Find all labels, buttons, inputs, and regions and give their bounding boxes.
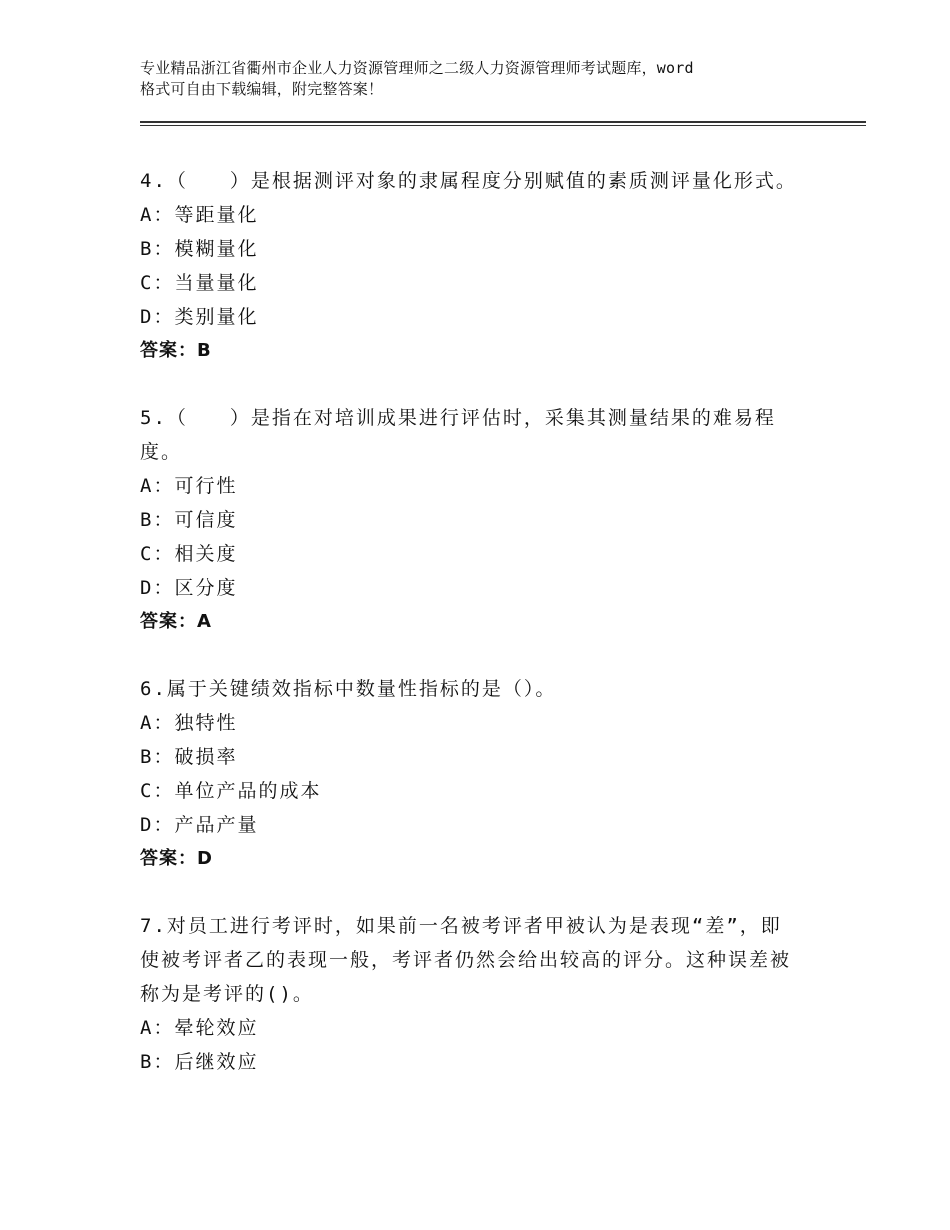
- header-divider: [140, 121, 866, 123]
- option-d: D：产品产量: [140, 814, 259, 836]
- question-text: 6.属于关键绩效指标中数量性指标的是（）。: [140, 678, 557, 700]
- option-a: A：等距量化: [140, 204, 259, 226]
- answer: 答案：B: [140, 340, 212, 361]
- question-4: [140, 164, 800, 368]
- option-b: B：模糊量化: [140, 238, 259, 260]
- header-divider-thin: [140, 125, 866, 126]
- question-text: 7.对员工进行考评时，如果前一名被考评者甲被认为是表现“差”，即使被考评者乙的表现一般，考评者仍然会给出较高的评分。这种误差被称为是考评的()。: [140, 915, 792, 1005]
- question-text: 5.（ ）是指在对培训成果进行评估时，采集其测量结果的难易程度。: [140, 407, 776, 463]
- option-a: A：独特性: [140, 712, 238, 734]
- option-c: C：相关度: [140, 543, 238, 565]
- question-6: [140, 672, 800, 876]
- option-b: B：破损率: [140, 746, 238, 768]
- option-c: C：单位产品的成本: [140, 780, 322, 802]
- answer: 答案：A: [140, 611, 212, 632]
- option-d: D：区分度: [140, 577, 238, 599]
- option-b: B：后继效应: [140, 1051, 259, 1073]
- option-a: A：晕轮效应: [140, 1017, 259, 1039]
- question-text: 4.（ ）是根据测评对象的隶属程度分别赋值的素质测评量化形式。: [140, 170, 797, 192]
- answer: 答案：D: [140, 848, 213, 869]
- option-b: B：可信度: [140, 509, 238, 531]
- document-header: [140, 58, 840, 100]
- option-d: D：类别量化: [140, 306, 259, 328]
- header-line-1: 专业精品浙江省衢州市企业人力资源管理师之二级人力资源管理师考试题库，word: [140, 59, 694, 77]
- option-c: C：当量量化: [140, 272, 259, 294]
- option-a: A：可行性: [140, 475, 238, 497]
- question-7: [140, 909, 800, 1079]
- question-list: [140, 164, 800, 1112]
- question-5: [140, 401, 800, 639]
- header-line-2: 格式可自由下载编辑，附完整答案！: [140, 80, 384, 98]
